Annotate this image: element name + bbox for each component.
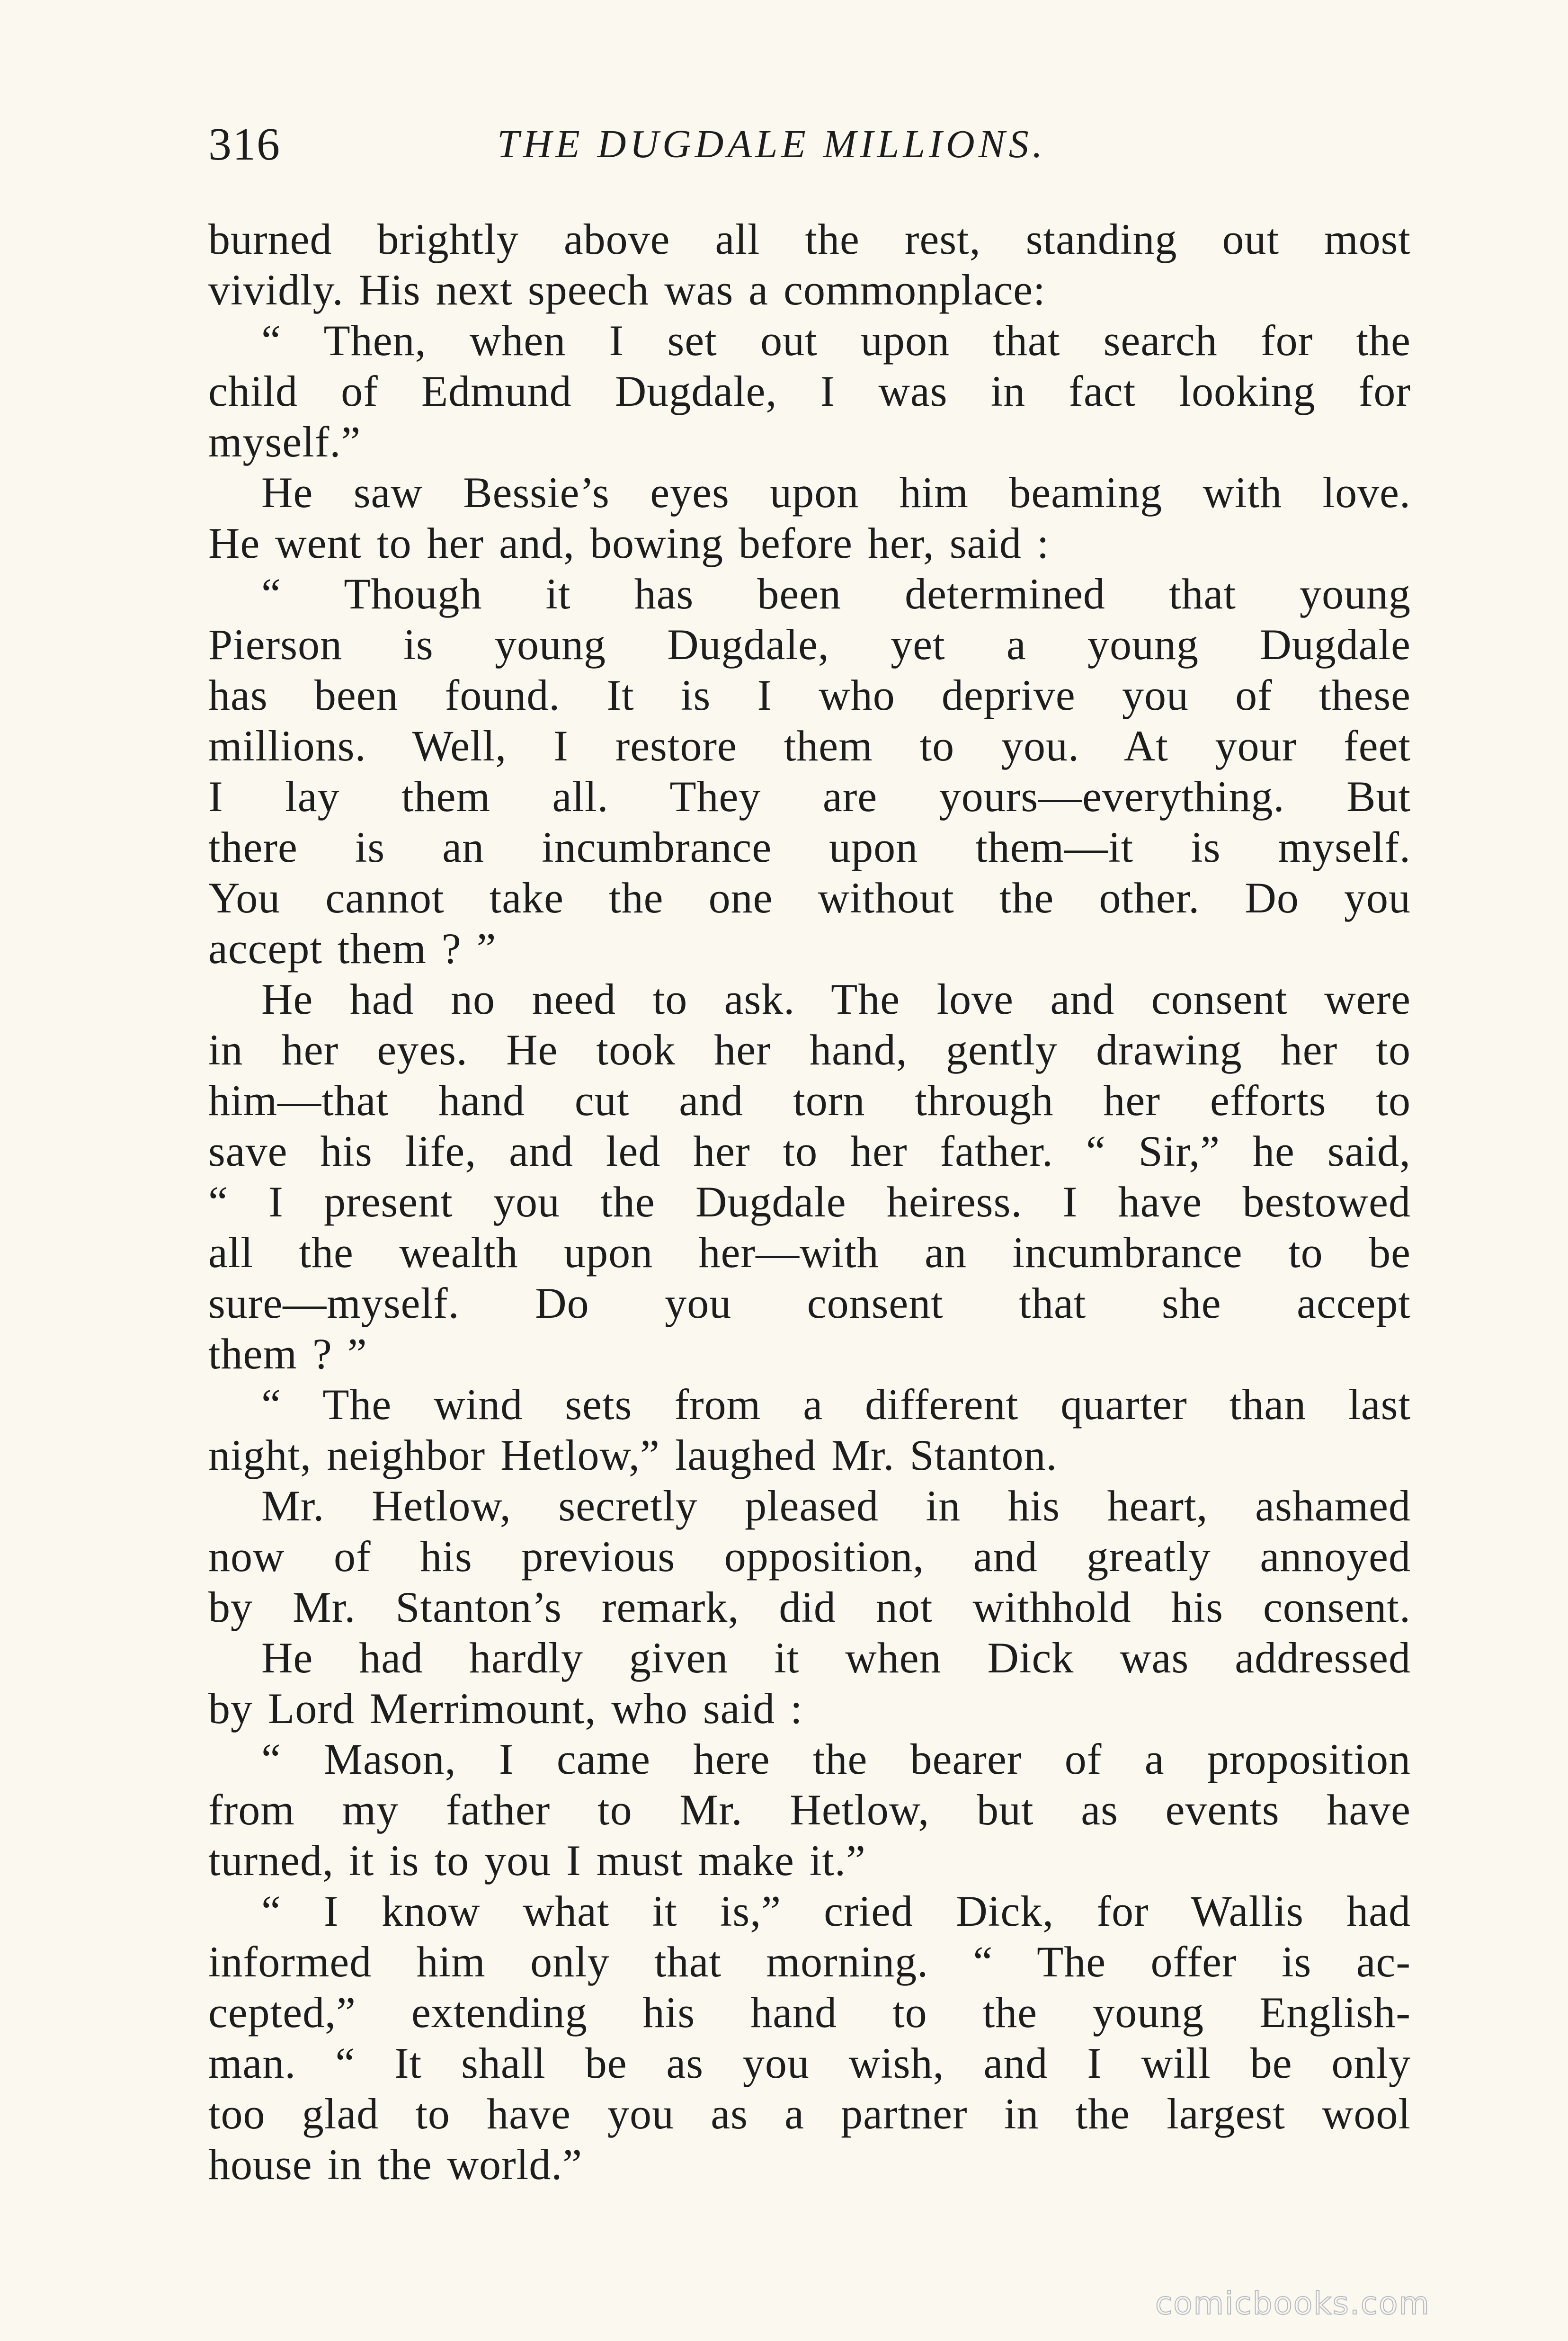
text-line: He went to her and, bowing before her, said : xyxy=(208,519,1050,567)
text-line: from my father to Mr. Hetlow, but as events have xyxy=(208,1786,1411,1834)
page-number: 316 xyxy=(208,119,281,170)
text-line: child of Edmund Dugdale, I was in fact looking for xyxy=(208,367,1411,415)
text-line: sure—myself. Do you consent that she accept xyxy=(208,1279,1411,1327)
text-line: He had hardly given it when Dick was addressed xyxy=(261,1634,1411,1682)
running-title: THE DUGDALE MILLIONS. xyxy=(497,122,1046,166)
text-line: “ I present you the Dugdale heiress. I have bestowed xyxy=(208,1178,1411,1226)
text-line: Mr. Hetlow, secretly pleased in his heart, ashamed xyxy=(261,1482,1411,1530)
text-line: them ? ” xyxy=(208,1330,367,1378)
text-line: “ Though it has been determined that young xyxy=(261,570,1411,618)
text-line: accept them ? ” xyxy=(208,924,497,973)
text-line: too glad to have you as a partner in the largest wool xyxy=(208,2090,1411,2138)
body-text xyxy=(208,214,1411,2190)
text-line: by Mr. Stanton’s remark, did not withhold his consent. xyxy=(208,1583,1411,1631)
text-line: He saw Bessie’s eyes upon him beaming with love. xyxy=(261,468,1411,517)
text-line: all the wealth upon her—with an incumbrance to be xyxy=(208,1228,1411,1277)
text-line: man. “ It shall be as you wish, and I will be only xyxy=(208,2039,1411,2087)
text-line: “ I know what it is,” cried Dick, for Wallis had xyxy=(261,1887,1411,1935)
text-line: informed him only that morning. “ The offer is ac- xyxy=(208,1938,1411,1986)
text-line: “ Mason, I came here the bearer of a proposition xyxy=(261,1735,1411,1783)
text-line: night, neighbor Hetlow,” laughed Mr. Stanton. xyxy=(208,1431,1058,1479)
text-line: cepted,” extending his hand to the young English- xyxy=(208,1988,1411,2037)
text-line: him—that hand cut and torn through her efforts to xyxy=(208,1076,1411,1125)
text-line: vividly. His next speech was a commonplace: xyxy=(208,266,1046,314)
text-line: now of his previous opposition, and greatly annoyed xyxy=(208,1532,1411,1581)
text-line: save his life, and led her to her father. “ Sir,” he said, xyxy=(208,1127,1411,1175)
watermark: comicbooks.com xyxy=(1155,2285,1430,2322)
text-line: Pierson is young Dugdale, yet a young Dugdale xyxy=(208,620,1411,669)
page-header xyxy=(208,116,1411,173)
text-line: burned brightly above all the rest, standing out most xyxy=(208,215,1411,263)
text-line: I lay them all. They are yours—everything. But xyxy=(208,772,1411,821)
text-line: He had no need to ask. The love and consent were xyxy=(261,975,1411,1023)
text-line: has been found. It is I who deprive you of these xyxy=(208,671,1411,719)
text-line: myself.” xyxy=(208,418,361,466)
text-line: millions. Well, I restore them to you. At your feet xyxy=(208,722,1411,770)
text-line: turned, it is to you I must make it.” xyxy=(208,1836,866,1885)
text-line: there is an incumbrance upon them—it is myself. xyxy=(208,823,1411,871)
text-line: You cannot take the one without the other. Do you xyxy=(208,874,1411,922)
text-line: house in the world.” xyxy=(208,2140,583,2189)
text-line: by Lord Merrimount, who said : xyxy=(208,1684,803,1733)
text-line: “ Then, when I set out upon that search for the xyxy=(261,316,1411,365)
text-line: in her eyes. He took her hand, gently drawing her to xyxy=(208,1026,1411,1074)
text-line: “ The wind sets from a different quarter than last xyxy=(261,1380,1411,1429)
